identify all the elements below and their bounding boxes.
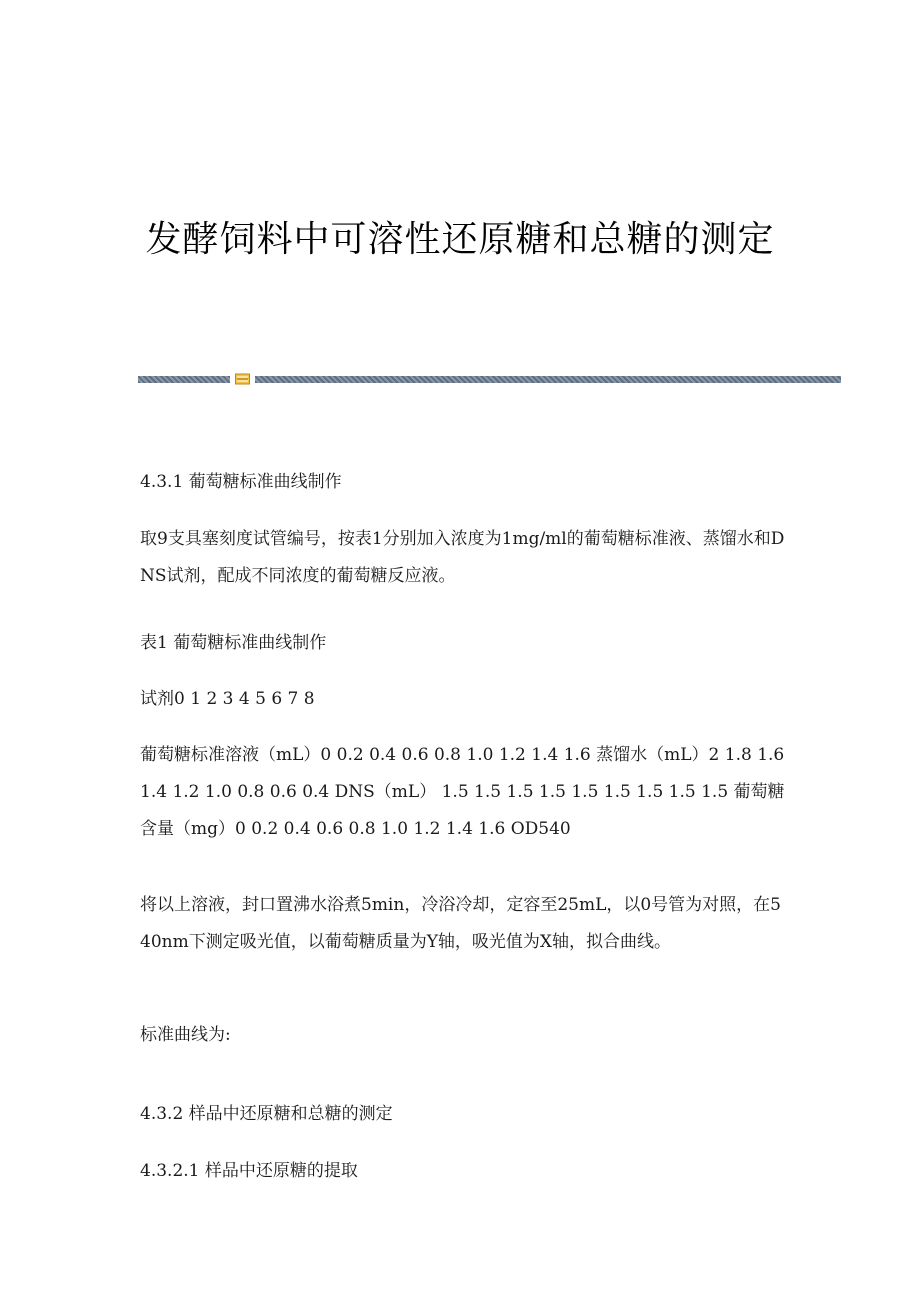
table-header-row: 试剂0 1 2 3 4 5 6 7 8 bbox=[140, 689, 315, 709]
paragraph-measurement: 将以上溶液，封口置沸水浴煮5min，冷浴冷却，定容至25mL，以0号管为对照，在540nm下测定吸光值，以葡萄糖质量为Y轴，吸光值为X轴，拟合曲线。 bbox=[140, 895, 781, 952]
section-heading-4-3-2: 4.3.2 样品中还原糖和总糖的测定 bbox=[140, 1104, 393, 1124]
section-heading-4-3-2-1: 4.3.2.1 样品中还原糖的提取 bbox=[140, 1161, 358, 1181]
divider-ornament-icon bbox=[235, 373, 250, 385]
divider-right-bar bbox=[255, 376, 841, 383]
section-heading-4-3-1: 4.3.1 葡萄糖标准曲线制作 bbox=[140, 472, 342, 492]
divider-left-bar bbox=[138, 376, 230, 383]
document-title: 发酵饲料中可溶性还原糖和总糖的测定 bbox=[145, 219, 775, 260]
paragraph-standard-curve: 标准曲线为: bbox=[140, 1025, 231, 1045]
table-values: 葡萄糖标准溶液（mL）0 0.2 0.4 0.6 0.8 1.0 1.2 1.4 1.6 蒸馏水（mL）2 1.8 1.6 1.4 1.2 1.0 0.8 0.6 0.4 DNS（mL） 1.5 1.5 1.5 1.5 1.5 1.5 1.5 1.5 1.5 葡萄糖含量（mg）0 0.2 0.4 0.6 0.8 1.0 1.2 1.4 1.6 OD540 bbox=[140, 745, 785, 839]
paragraph-preparation: 取9支具塞刻度试管编号，按表1分别加入浓度为1mg/ml的葡萄糖标准液、蒸馏水和DNS试剂，配成不同浓度的葡萄糖反应液。 bbox=[140, 529, 785, 586]
table-caption: 表1 葡萄糖标准曲线制作 bbox=[140, 633, 327, 653]
title-divider bbox=[138, 373, 841, 385]
